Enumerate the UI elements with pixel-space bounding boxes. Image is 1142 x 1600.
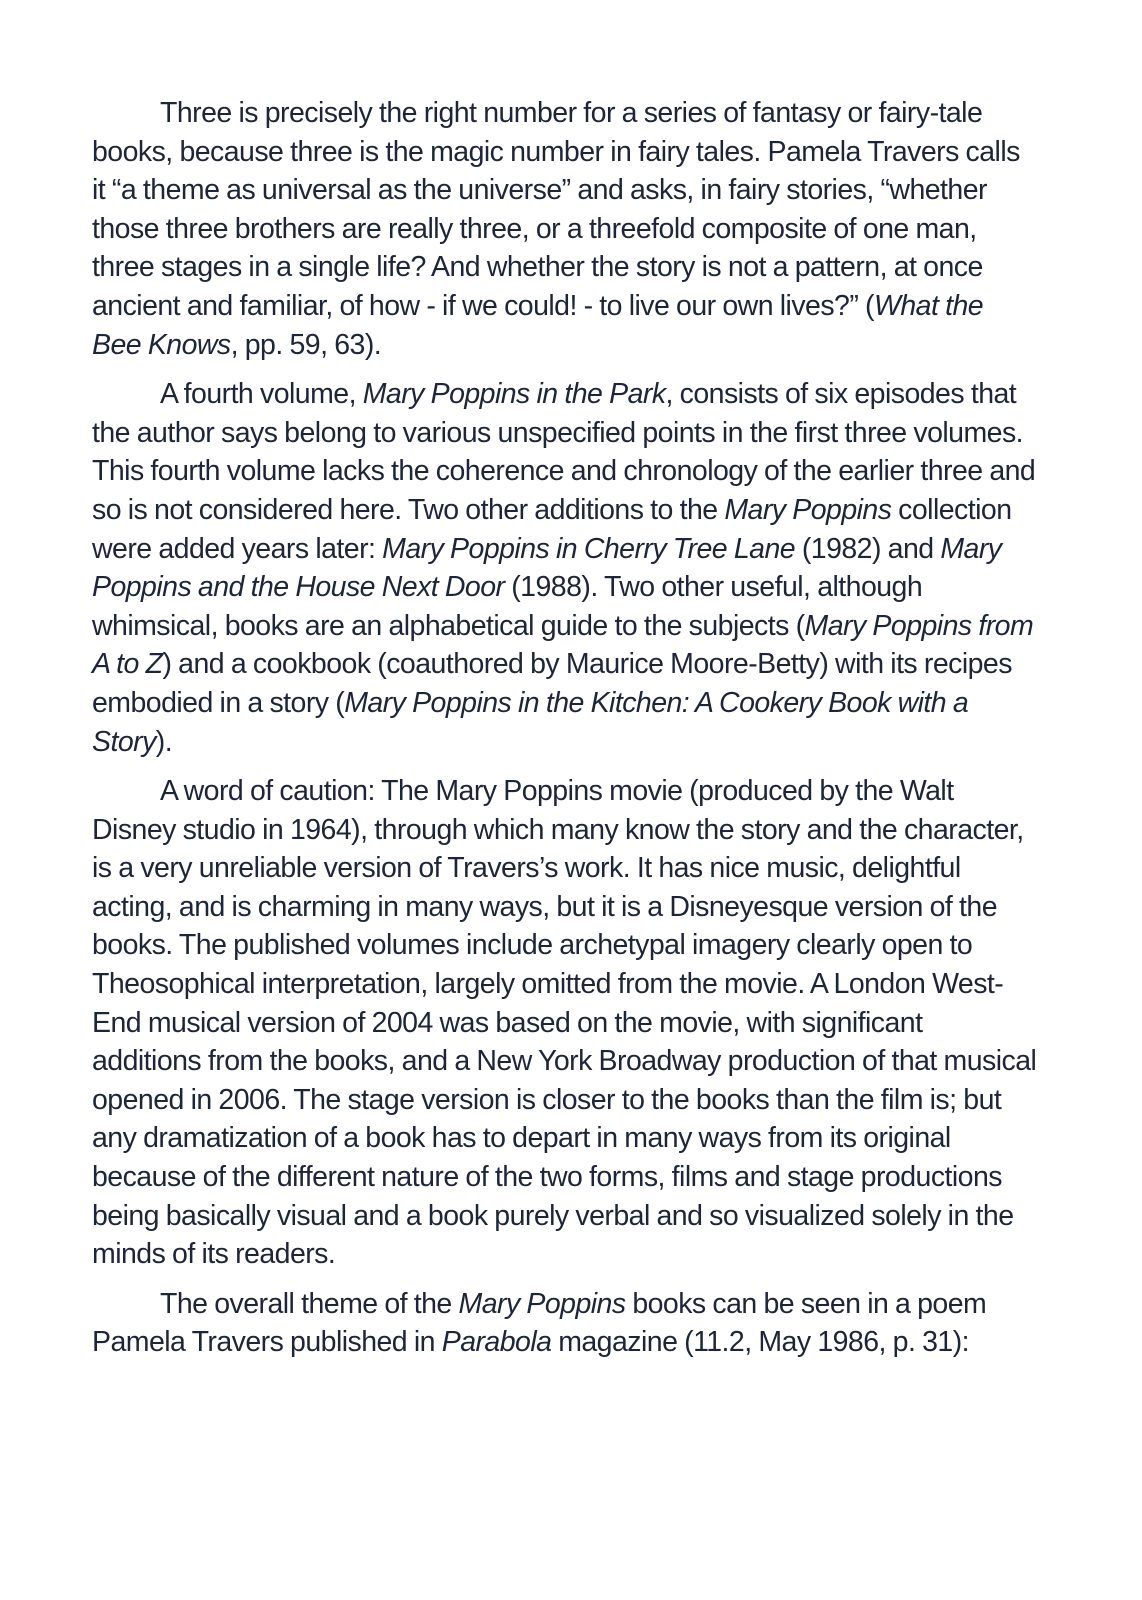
- text-line: [92, 491, 1062, 530]
- text-segment: Three is precisely the right number for a series of fantasy or fairy-tale: [160, 97, 983, 129]
- text-line: [92, 133, 1062, 172]
- text-segment: , pp. 59, 63).: [230, 328, 382, 361]
- italic-title-text: Mary Poppins in Cherry Tree Lane: [382, 532, 796, 565]
- italic-title-text: Poppins and the House Next Door: [92, 571, 505, 604]
- italic-title-text: A to Z: [92, 648, 163, 681]
- paragraph: [92, 1285, 1062, 1362]
- italic-title-text: Mary: [940, 532, 1002, 565]
- italic-title-text: Mary Poppins: [458, 1287, 626, 1320]
- text-segment: Theosophical interpretation, largely omitted from the movie. A London West-: [92, 968, 1004, 1001]
- text-line: [92, 248, 1062, 287]
- text-line: [92, 452, 1062, 491]
- text-line: [92, 645, 1062, 684]
- text-line: [92, 849, 1062, 888]
- text-line: [92, 287, 1062, 326]
- text-line: [92, 375, 1062, 414]
- text-segment: any dramatization of a book has to depart in many ways from its original: [92, 1122, 951, 1155]
- text-line: [92, 684, 1062, 723]
- text-segment: ) and a cookbook (coauthored by Maurice Moore-Betty) with its recipes: [162, 648, 1012, 681]
- text-line: [92, 772, 1062, 811]
- text-line: [92, 1323, 1062, 1362]
- text-line: [92, 530, 1062, 569]
- text-line: [92, 1158, 1062, 1197]
- italic-title-text: Mary Poppins from: [804, 609, 1034, 642]
- italic-title-text: Story: [92, 725, 156, 758]
- text-segment: whimsical, books are an alphabetical guide to the subjects (: [92, 609, 805, 642]
- text-segment: minds of its readers.: [92, 1238, 336, 1271]
- text-segment: , consists of six episodes that: [665, 378, 1017, 411]
- text-segment: embodied in a story (: [92, 686, 345, 719]
- text-line: [92, 888, 1062, 927]
- text-line: [92, 171, 1062, 210]
- text-segment: books, because three is the magic number in fairy tales. Pamela Travers calls: [92, 135, 1020, 168]
- text-line: [92, 1042, 1062, 1081]
- text-segment: were added years later:: [92, 532, 383, 565]
- text-segment: ).: [155, 725, 173, 758]
- italic-title-text: What the: [874, 289, 984, 322]
- text-segment: being basically visual and a book purely verbal and so visualized solely in the: [92, 1199, 1014, 1232]
- text-segment: three stages in a single life? And whether the story is not a pattern, at once: [92, 251, 983, 284]
- paragraph: [92, 772, 1062, 1274]
- text-line: [92, 723, 1062, 762]
- italic-title-text: Bee Knows: [92, 328, 231, 361]
- text-line: [92, 1004, 1062, 1043]
- text-segment: This fourth volume lacks the coherence and chronology of the earlier three and: [92, 455, 1036, 488]
- text-segment: Disney studio in 1964), through which many know the story and the character,: [92, 813, 1024, 846]
- text-line: [92, 926, 1062, 965]
- text-segment: (1988). Two other useful, although: [504, 571, 923, 604]
- text-segment: books. The published volumes include archetypal imagery clearly open to: [92, 929, 973, 962]
- text-line: [92, 1081, 1062, 1120]
- text-line: [92, 965, 1062, 1004]
- text-segment: magazine (11.2, May 1986, p. 31):: [551, 1326, 970, 1359]
- text-segment: so is not considered here. Two other additions to the: [92, 493, 725, 526]
- italic-title-text: Parabola: [441, 1326, 552, 1359]
- text-line: [92, 1119, 1062, 1158]
- text-line: [92, 210, 1062, 249]
- paragraph: [92, 94, 1062, 364]
- text-segment: Pamela Travers published in: [92, 1326, 442, 1359]
- text-segment: A fourth volume,: [160, 378, 363, 411]
- text-line: [92, 326, 1062, 365]
- text-segment: The overall theme of the: [160, 1287, 459, 1320]
- italic-title-text: Mary Poppins in the Kitchen: A Cookery Book with a: [344, 686, 969, 719]
- text-line: [92, 1197, 1062, 1236]
- text-segment: acting, and is charming in many ways, but it is a Disneyesque version of the: [92, 890, 998, 923]
- text-segment: those three brothers are really three, or a threefold composite of one man,: [92, 212, 977, 245]
- text-segment: because of the different nature of the two forms, films and stage productions: [92, 1161, 1002, 1194]
- text-line: [92, 568, 1062, 607]
- text-segment: (1982) and: [795, 532, 941, 565]
- text-line: [92, 94, 1062, 133]
- text-segment: is a very unreliable version of Travers’s work. It has nice music, delightful: [92, 852, 961, 885]
- text-segment: A word of caution: The Mary Poppins movie (produced by the Walt: [160, 775, 954, 808]
- text-segment: the author says belong to various unspecified points in the first three volumes.: [92, 416, 1024, 449]
- text-segment: additions from the books, and a New York Broadway production of that musical: [92, 1045, 1037, 1078]
- italic-title-text: Mary Poppins in the Park: [362, 378, 666, 411]
- text-segment: ancient and familiar, of how - if we could! - to live our own lives?” (: [92, 289, 874, 322]
- text-line: [92, 811, 1062, 850]
- document-body: [92, 94, 1062, 1362]
- italic-title-text: Mary Poppins: [724, 493, 892, 526]
- text-segment: End musical version of 2004 was based on the movie, with significant: [92, 1006, 923, 1039]
- paragraph: [92, 375, 1062, 761]
- text-line: [92, 607, 1062, 646]
- text-line: [92, 1285, 1062, 1324]
- text-segment: opened in 2006. The stage version is closer to the books than the film is; but: [92, 1083, 1002, 1116]
- text-line: [92, 414, 1062, 453]
- text-segment: collection: [891, 493, 1012, 526]
- text-segment: it “a theme as universal as the universe” and asks, in fairy stories, “whether: [92, 174, 987, 207]
- text-segment: books can be seen in a poem: [625, 1287, 987, 1320]
- text-line: [92, 1235, 1062, 1274]
